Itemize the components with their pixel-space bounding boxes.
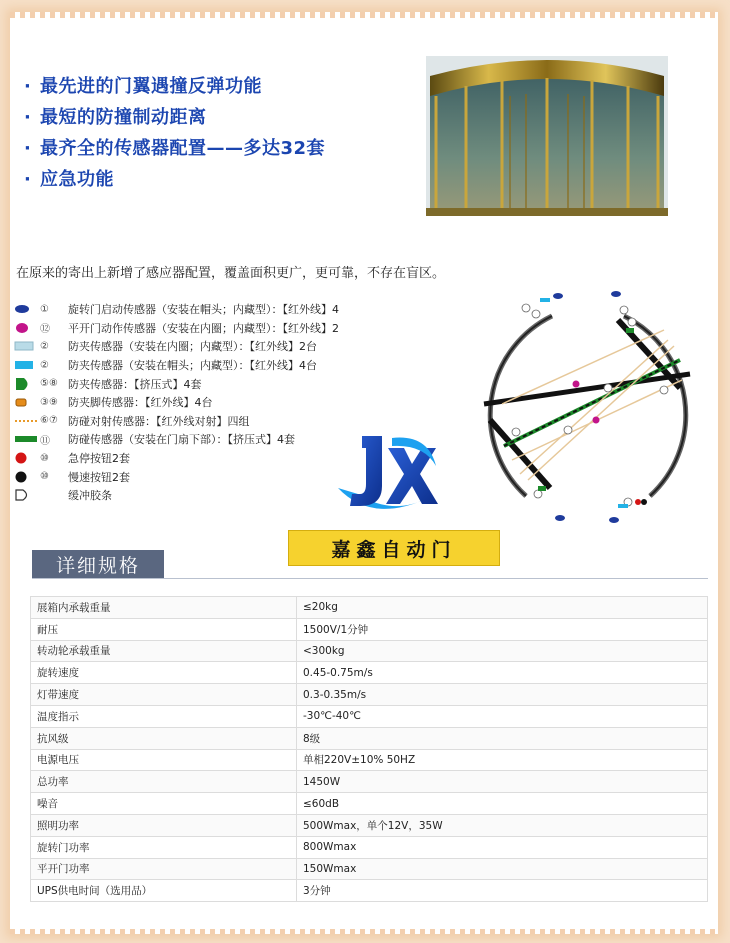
feature-item: · 最齐全的传感器配置——多达32套 (24, 138, 326, 159)
sensor-legend (14, 300, 339, 505)
table-row (31, 814, 708, 836)
spec-divider (32, 578, 708, 579)
table-row (31, 597, 708, 619)
table-row (31, 771, 708, 793)
spec-key: 总功率 (31, 771, 297, 793)
table-row (31, 684, 708, 706)
legend-item: ⑩ 慢速按钮2套 (14, 467, 339, 486)
spec-table (30, 596, 708, 902)
legend-item: ① 旋转门启动传感器（安装在帽头；内藏型）：【红外线】4 (14, 300, 339, 319)
legend-item: ③⑨ 防夹脚传感器：【红外线】4台 (14, 393, 339, 412)
feature-item: · 最短的防撞制动距离 (24, 107, 207, 128)
spec-value: 800Wmax (297, 836, 708, 858)
legend-item: ⑤⑧ 防夹传感器：【挤压式】4套 (14, 374, 339, 393)
legend-item: 缓冲胶条 (14, 486, 339, 505)
spec-value: ≤20kg (297, 597, 708, 619)
spec-value: 500Wmax，单个12V，35W (297, 814, 708, 836)
black-dot-icon (14, 470, 28, 484)
spec-value: 8级 (297, 727, 708, 749)
table-row (31, 662, 708, 684)
spec-value: ≤60dB (297, 793, 708, 815)
table-row (31, 618, 708, 640)
table-row (31, 880, 708, 902)
dotted-line-icon (14, 418, 38, 424)
spec-value: 3分钟 (297, 880, 708, 902)
spec-key: 耐压 (31, 618, 297, 640)
cyan-rect-icon (14, 360, 34, 370)
legend-item: ⑩ 急停按钮2套 (14, 449, 339, 468)
blue-oval-icon (14, 304, 30, 314)
feature-item: · 最先进的门翼遇撞反弹功能 (24, 76, 262, 97)
legend-item: ② 防夹传感器（安装在内圈；内藏型）：【红外线】2台 (14, 337, 339, 356)
spec-value: 1500V/1分钟 (297, 618, 708, 640)
green-d-icon (14, 377, 32, 391)
sensor-layout-diagram (468, 280, 708, 536)
spec-value: 1450W (297, 771, 708, 793)
legend-item: ⑥⑦ 防碰对射传感器：【红外线对射】四组 (14, 412, 339, 431)
spec-key: 噪音 (31, 793, 297, 815)
spec-key: 转动轮承载重量 (31, 640, 297, 662)
green-bar-icon (14, 435, 38, 443)
outline-d-icon (14, 488, 32, 502)
spec-key: UPS供电时间（选用品） (31, 880, 297, 902)
magenta-oval-icon (14, 322, 30, 334)
spec-key: 照明功率 (31, 814, 297, 836)
legend-item: ⑪ 防碰传感器（安装在门扇下部）：【挤压式】4套 (14, 430, 339, 449)
table-row (31, 858, 708, 880)
light-blue-rect-icon (14, 341, 34, 351)
table-row (31, 640, 708, 662)
feature-item: · 应急功能 (24, 169, 114, 190)
revolving-door-photo (426, 56, 668, 216)
table-row (31, 727, 708, 749)
intro-text: 在原来的寄出上新增了感应器配置，覆盖面积更广，更可靠，不存在盲区。 (16, 266, 446, 281)
legend-item: ② 防夹传感器（安装在帽头；内藏型）：【红外线】4台 (14, 356, 339, 375)
jx-logo (332, 428, 442, 528)
table-row (31, 793, 708, 815)
spec-key: 温度指示 (31, 705, 297, 727)
spec-key: 旋转门功率 (31, 836, 297, 858)
spec-key: 抗风级 (31, 727, 297, 749)
feature-list (24, 72, 325, 196)
spec-value: 0.3-0.35m/s (297, 684, 708, 706)
spec-section-title: 详细规格 (32, 550, 164, 578)
spec-value: -30℃-40℃ (297, 705, 708, 727)
spec-value: <300kg (297, 640, 708, 662)
spec-value: 单相220V±10% 50HZ (297, 749, 708, 771)
red-dot-icon (14, 451, 28, 465)
legend-item: ⑫ 平开门动作传感器（安装在内圈；内藏型）：【红外线】2 (14, 319, 339, 338)
table-row (31, 705, 708, 727)
spec-value: 150Wmax (297, 858, 708, 880)
orange-small-icon (14, 397, 28, 407)
table-row (31, 749, 708, 771)
spec-key: 旋转速度 (31, 662, 297, 684)
table-row (31, 836, 708, 858)
spec-key: 电源电压 (31, 749, 297, 771)
spec-value: 0.45-0.75m/s (297, 662, 708, 684)
spec-key: 灯带速度 (31, 684, 297, 706)
spec-key: 展箱内承载重量 (31, 597, 297, 619)
brand-banner: 嘉鑫自动门 (288, 530, 500, 566)
spec-key: 平开门功率 (31, 858, 297, 880)
